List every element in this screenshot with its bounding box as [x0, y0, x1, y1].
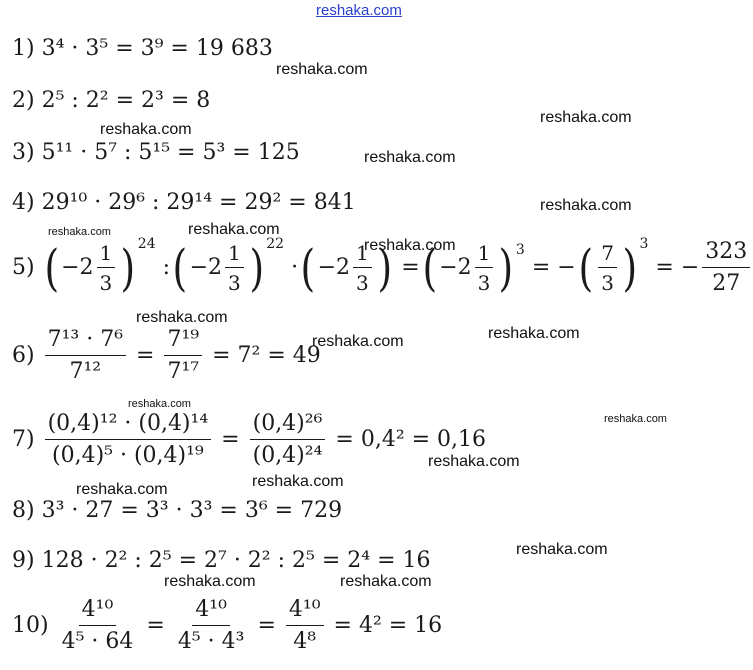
watermark: reshaka.com: [488, 325, 580, 342]
fraction-numerator: 7¹⁹: [164, 328, 202, 356]
fraction-numerator: 1: [97, 242, 116, 268]
fraction-denominator: 3: [99, 271, 113, 296]
expression: 29¹⁰ · 29⁶ : 29¹⁴ = 29² = 841: [41, 190, 356, 215]
item-number: 6): [12, 343, 35, 369]
watermark: reshaka.com: [76, 481, 168, 498]
fraction-numerator: 4¹⁰: [79, 598, 117, 626]
watermark: reshaka.com: [188, 221, 280, 238]
equation-2: [12, 90, 210, 112]
watermark: reshaka.com: [364, 237, 456, 254]
fraction-numerator: 4¹⁰: [192, 598, 230, 626]
fraction-denominator: 4⁸: [293, 629, 317, 655]
fraction-numerator: 7: [598, 242, 617, 268]
fraction-denominator: (0,4)⁵ · (0,4)¹⁹: [52, 443, 204, 469]
fraction-numerator: 323: [702, 240, 750, 268]
expression: 2⁵ : 2² = 2³ = 8: [41, 88, 211, 113]
item-number: 4): [12, 190, 35, 215]
item-number: 7): [12, 427, 35, 453]
watermark: reshaka.com: [252, 473, 344, 490]
equation-5: 5) ( −2 $\frac{1}{3}$ ) $^{24}$ :( −2 $\frac{1}{3}$ ) $^{22}$ ·( −2 $\frac{1}{3}$ ) =( −2 $\frac{1}{3}$ ) $^3$ = −( $\frac{7}{3}$ ) $^3$ = − $\frac{323}{27}$: [12, 240, 753, 296]
mixed-whole: −2: [61, 255, 94, 281]
equation-9: [12, 550, 431, 572]
watermark: reshaka.com: [100, 121, 192, 138]
fraction-numerator: 1: [353, 242, 372, 268]
fraction-denominator: 3: [477, 271, 491, 296]
item-number: 9): [12, 548, 35, 573]
expression: 3⁴ · 3⁵ = 3⁹ = 19 683: [41, 36, 273, 61]
fraction-denominator: 3: [228, 271, 241, 296]
item-number: 2): [12, 88, 35, 113]
exponent: 22: [266, 236, 285, 253]
watermark: reshaka.com: [340, 573, 432, 590]
watermark: reshaka.com: [164, 573, 256, 590]
fraction-denominator: 4⁵ · 4³: [177, 629, 245, 655]
watermark: reshaka.com: [128, 398, 191, 410]
equation-1: [12, 38, 273, 60]
fraction-denominator: 4⁵ · 64: [61, 629, 134, 655]
expression-tail: = 4² = 16: [333, 613, 443, 639]
fraction-denominator: 3: [356, 271, 369, 296]
fraction-denominator: (0,4)²⁴: [252, 443, 323, 469]
expression-tail: = 7² = 49: [212, 343, 321, 369]
mixed-whole: −2: [189, 255, 222, 281]
fraction-numerator: (0,4)²⁶: [250, 412, 326, 440]
fraction-numerator: 1: [225, 242, 244, 268]
exponent: 24: [137, 236, 156, 253]
item-number: 1): [12, 36, 35, 61]
watermark: reshaka.com: [540, 197, 632, 214]
fraction-numerator: 7¹³ · 7⁶: [45, 328, 126, 356]
fraction-numerator: 1: [475, 242, 494, 268]
watermark: reshaka.com: [540, 109, 632, 126]
fraction-denominator: 7¹²: [69, 359, 102, 385]
item-number: 3): [12, 140, 35, 165]
exponent: 3: [639, 236, 649, 253]
watermark: reshaka.com: [136, 309, 228, 326]
mixed-whole: −2: [439, 255, 472, 281]
fraction-denominator: 27: [712, 271, 741, 297]
equation-3: [12, 142, 300, 164]
fraction-denominator: 7¹⁷: [167, 359, 200, 385]
equation-8: [12, 500, 342, 522]
expression: 5¹¹ · 5⁷ : 5¹⁵ = 5³ = 125: [41, 140, 300, 165]
watermark: reshaka.com: [428, 453, 520, 470]
fraction-numerator: (0,4)¹² · (0,4)¹⁴: [45, 412, 212, 440]
equation-4: [12, 192, 356, 214]
watermark: reshaka.com: [276, 61, 368, 78]
expression: 3³ · 27 = 3³ · 3³ = 3⁶ = 729: [41, 498, 343, 523]
watermark: reshaka.com: [604, 413, 667, 425]
item-number: 5): [12, 255, 35, 281]
item-number: 10): [12, 613, 49, 639]
equation-6: 6) $\frac{\text{7¹³ · 7⁶}}{\text{7¹²}}$ = $\frac{\text{7¹⁹}}{\text{7¹⁷}}$ = 7² = 49: [12, 327, 321, 385]
watermark: reshaka.com: [48, 226, 111, 238]
site-link[interactable]: reshaka.com: [316, 2, 402, 19]
fraction-numerator: 4¹⁰: [286, 598, 324, 626]
equation-10: 10) $\frac{\text{4¹⁰}}{\text{4⁵ · 64}}$ = $\frac{\text{4¹⁰}}{\text{4⁵ · 4³}}$ = $\frac{\text{4¹⁰}}{\text{4⁸}}$ = 4² = 16: [12, 597, 443, 655]
expression: 128 · 2² : 2⁵ = 2⁷ · 2² : 2⁵ = 2⁴ = 16: [41, 548, 431, 573]
fraction-denominator: 3: [601, 271, 614, 296]
watermark: reshaka.com: [312, 333, 404, 350]
exponent: 3: [515, 242, 525, 259]
watermark: reshaka.com: [516, 541, 608, 558]
item-number: 8): [12, 498, 35, 523]
mixed-whole: −2: [317, 255, 351, 281]
expression-tail: = 0,4² = 0,16: [335, 427, 487, 453]
equation-7: 7) $\frac{\text{(0,4)¹² · (0,4)¹⁴}}{\text{(0,4)⁵ · (0,4)¹⁹}}$ = $\frac{\text{(0,4)²⁶}}{\text{(0,4)²⁴}}$ = 0,4² = 0,16: [12, 411, 487, 469]
watermark: reshaka.com: [364, 149, 456, 166]
